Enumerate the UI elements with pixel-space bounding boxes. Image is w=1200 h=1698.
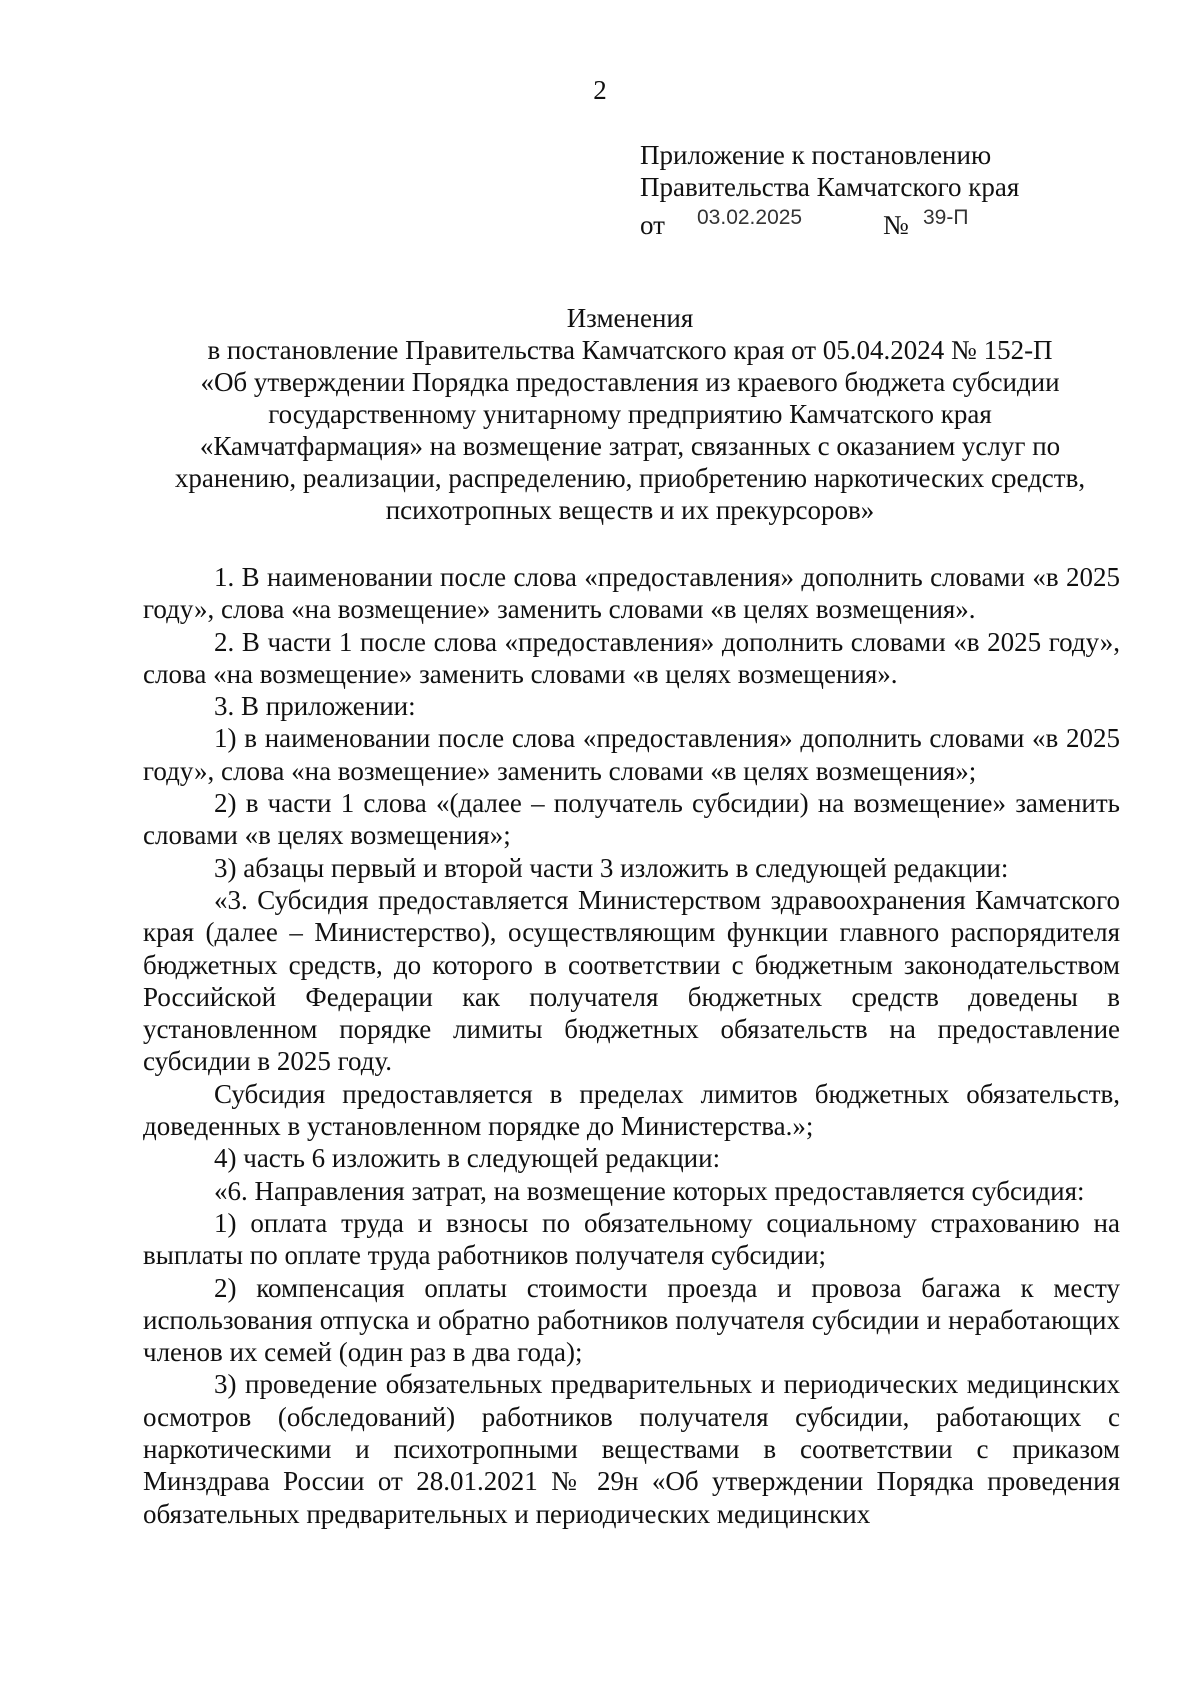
decree-number: 39-П [923, 206, 969, 229]
body-paragraph: «3. Субсидия предоставляется Министерством здравоохранения Камчатского края (далее – Министерство), осуществляющим функции главного распорядителя бюджетных средств, до которого в соответствии с бюджетным законодательством Российской Федерации как получателя бюджетных средств доведены в установленном порядке лимиты бюджетных обязательств на предоставление субсидии в 2025 году. [143, 884, 1120, 1077]
title-line: «Об утверждении Порядка предоставления из краевого бюджета субсидии [200, 367, 1060, 397]
body-paragraph: 3) проведение обязательных предварительных и периодических медицинских осмотров (обследований) работников получателя субсидии, работающих с наркотическими и психотропными веществами в соответствии с приказом Минздрава России от 28.01.2021 № 29н «Об утверждении Порядка проведения обязательных предварительных и периодических медицинских [143, 1369, 1120, 1529]
title-line: государственному унитарному предприятию Камчатского края [268, 399, 992, 429]
title-line: хранению, реализации, распределению, приобретению наркотических средств, [174, 463, 1086, 493]
title-line: «Камчатфармация» на возмещение затрат, связанных с оказанием услуг по [199, 431, 1061, 461]
approval-line-1: Приложение к постановлению [640, 140, 992, 170]
body-paragraph: 1) оплата труда и взносы по обязательному социальному страхованию на выплаты по оплате труда работников получателя субсидии; [143, 1207, 1120, 1271]
from-label: от [640, 210, 665, 240]
body-paragraph: 1. В наименовании после слова «предоставления» дополнить словами «в 2025 году», слова «на возмещение» заменить словами «в целях возмещения». [143, 562, 1120, 625]
body-paragraph: 2) в части 1 слова «(далее – получатель субсидии) на возмещение» заменить словами «в целях возмещения»; [143, 788, 1120, 851]
body-paragraph: 3. В приложении: [214, 691, 416, 722]
title-heading: Изменения [566, 303, 694, 333]
title-line: в постановление Правительства Камчатского края от 05.04.2024 № 152-П [207, 335, 1053, 365]
title-line: психотропных веществ и их прекурсоров» [385, 495, 875, 525]
decree-date: 03.02.2025 [697, 206, 803, 229]
body-paragraph: 4) часть 6 изложить в следующей редакции: [214, 1143, 721, 1174]
body-paragraph: 2) компенсация оплаты стоимости проезда и провоза багажа к месту использования отпуска и обратно работников получателя субсидии и неработающих членов их семей (один раз в два года); [143, 1272, 1120, 1368]
number-sign: № [883, 210, 909, 240]
body-paragraph: 1) в наименовании после слова «предоставления» дополнить словами «в 2025 году», слова «на возмещение» заменить словами «в целях возмещения»; [143, 723, 1120, 786]
body-paragraph: 2. В части 1 после слова «предоставления» дополнить словами «в 2025 году», слова «на возмещение» заменить словами «в целях возмещения». [143, 626, 1120, 689]
body-paragraph: Субсидия предоставляется в пределах лимитов бюджетных обязательств, доведенных в установленном порядке до Министерства.»; [143, 1078, 1120, 1142]
approval-date-number-row [640, 203, 1160, 243]
approval-stamp [640, 139, 1160, 243]
document-title [140, 302, 1120, 526]
page-number: 2 [593, 75, 607, 105]
approval-line-2: Правительства Камчатского края [640, 172, 1020, 202]
body-paragraph: «6. Направления затрат, на возмещение которых предоставляется субсидия: [214, 1175, 1085, 1206]
body-paragraph: 3) абзацы первый и второй части 3 изложить в следующей редакции: [214, 852, 1009, 883]
document-body [143, 561, 1120, 1530]
